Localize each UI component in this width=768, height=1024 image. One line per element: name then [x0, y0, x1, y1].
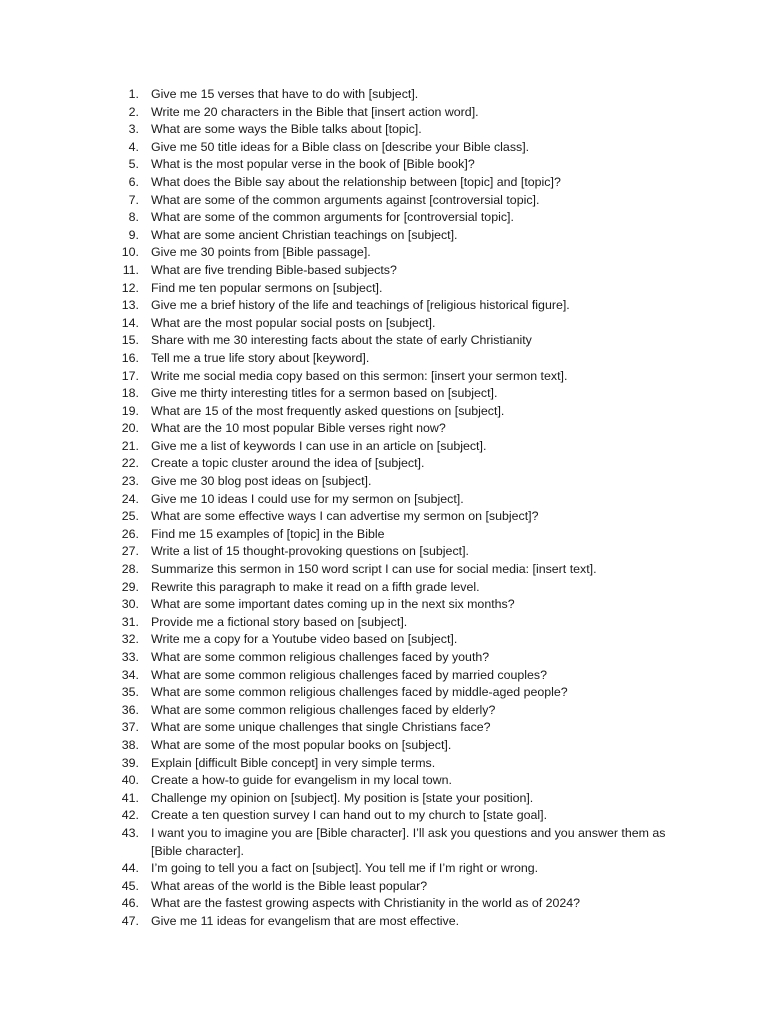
list-item-number: 34. — [121, 667, 139, 682]
list-item-text: What are some ancient Christian teachings on [subject]. — [151, 227, 458, 242]
list-item-number: 16. — [121, 350, 139, 365]
list-item-number: 17. — [121, 368, 139, 383]
list-item-text: Explain [difficult Bible concept] in very simple terms. — [151, 755, 436, 770]
list-item-text: What are 15 of the most frequently asked questions on [subject]. — [151, 403, 505, 418]
list-item-text: What are some of the common arguments against [controversial topic]. — [151, 192, 540, 207]
list-item-text: What are some common religious challenges faced by elderly? — [151, 702, 496, 717]
list-item-text: What are some important dates coming up in the next six months? — [151, 597, 515, 612]
list-item-number: 26. — [121, 526, 139, 541]
list-item-number: 36. — [121, 702, 139, 717]
list-item-number: 4. — [128, 139, 139, 154]
list-item-text: Rewrite this paragraph to make it read on a fifth grade level. — [151, 579, 480, 594]
list-item — [112, 790, 672, 808]
list-item-number: 44. — [121, 861, 139, 876]
list-item-text: What are the 10 most popular Bible verses right now? — [151, 421, 446, 436]
list-item-text: What are the fastest growing aspects with Christianity in the world as of 2024? — [151, 896, 581, 911]
list-item-text: Give me 15 verses that have to do with [subject]. — [151, 87, 419, 101]
list-item — [112, 262, 672, 280]
list-item — [112, 631, 672, 649]
list-item-number: 1. — [128, 87, 139, 101]
list-item-number: 28. — [121, 562, 139, 577]
list-item-text: Create a ten question survey I can hand out to my church to [state goal]. — [151, 808, 548, 823]
list-item-number: 27. — [121, 544, 139, 559]
list-item-text: Give me 10 ideas I could use for my sermon on [subject]. — [151, 491, 464, 506]
list-item-text: What is the most popular verse in the book of [Bible book]? — [151, 157, 475, 172]
list-item-text: I want you to imagine you are [Bible character]. I’ll ask you questions and you answer them as [Bible character]. — [151, 825, 666, 858]
list-item — [112, 667, 672, 685]
list-item — [112, 561, 672, 579]
list-item-number: 5. — [128, 157, 139, 172]
list-item-text: Give me 11 ideas for evangelism that are most effective. — [151, 913, 460, 928]
list-item-text: What does the Bible say about the relationship between [topic] and [topic]? — [151, 174, 561, 189]
list-item-text: Give me a brief history of the life and teachings of [religious historical figure]. — [151, 298, 570, 313]
list-item-number: 14. — [121, 315, 139, 330]
list-item-number: 3. — [128, 122, 139, 137]
list-item-number: 11. — [122, 262, 139, 277]
list-item — [112, 86, 672, 104]
list-item-text: What are some common religious challenges faced by married couples? — [151, 667, 548, 682]
list-item-text: What are some of the most popular books on [subject]. — [151, 737, 452, 752]
list-item — [112, 244, 672, 262]
list-item-text: Write me 20 characters in the Bible that [insert action word]. — [151, 104, 479, 119]
list-item — [112, 209, 672, 227]
list-item-text: What are some effective ways I can advertise my sermon on [subject]? — [151, 509, 539, 524]
list-item-text: Write me a copy for a Youtube video based on [subject]. — [151, 632, 458, 647]
list-item-number: 9. — [128, 227, 139, 242]
list-item — [112, 755, 672, 773]
list-item-text: Give me 30 blog post ideas on [subject]. — [151, 474, 372, 489]
list-item-text: Tell me a true life story about [keyword]. — [151, 350, 370, 365]
list-item — [112, 420, 672, 438]
list-item-number: 40. — [121, 773, 139, 788]
list-item — [112, 139, 672, 157]
list-item-number: 37. — [121, 720, 139, 735]
list-item-number: 38. — [121, 737, 139, 752]
list-item — [112, 491, 672, 509]
list-item — [112, 280, 672, 298]
list-item-text: Share with me 30 interesting facts about the state of early Christianity — [151, 333, 532, 348]
list-item — [112, 614, 672, 632]
list-item — [112, 227, 672, 245]
list-item-number: 23. — [121, 474, 139, 489]
prompt-list — [112, 86, 672, 931]
list-item-text: Write me social media copy based on this sermon: [insert your sermon text]. — [151, 368, 568, 383]
list-item — [112, 596, 672, 614]
list-item-number: 10. — [121, 245, 139, 260]
list-item-number: 6. — [128, 174, 139, 189]
list-item-number: 2. — [128, 104, 139, 119]
list-item-number: 21. — [121, 438, 139, 453]
list-item-number: 46. — [121, 896, 139, 911]
list-item — [112, 315, 672, 333]
list-item-number: 19. — [121, 403, 139, 418]
list-item — [112, 878, 672, 896]
list-item-number: 12. — [121, 280, 139, 295]
list-item-number: 22. — [121, 456, 139, 471]
list-item-number: 39. — [121, 755, 139, 770]
list-item-text: Challenge my opinion on [subject]. My position is [state your position]. — [151, 790, 534, 805]
list-item — [112, 156, 672, 174]
list-item — [112, 526, 672, 544]
list-item — [112, 403, 672, 421]
list-item-text: Create a topic cluster around the idea of [subject]. — [151, 456, 425, 471]
list-item-number: 13. — [121, 298, 139, 313]
list-item-text: What are five trending Bible-based subjects? — [151, 262, 397, 277]
list-item — [112, 772, 672, 790]
list-item-text: Give me 50 title ideas for a Bible class on [describe your Bible class]. — [151, 139, 530, 154]
list-item — [112, 825, 672, 860]
list-item-number: 45. — [121, 878, 139, 893]
list-item-text: What are some ways the Bible talks about [topic]. — [151, 122, 422, 137]
list-item-number: 7. — [128, 192, 139, 207]
list-item — [112, 543, 672, 561]
list-item-number: 25. — [121, 509, 139, 524]
list-item-number: 29. — [121, 579, 139, 594]
list-item-number: 18. — [121, 386, 139, 401]
list-item — [112, 807, 672, 825]
list-item-number: 47. — [121, 913, 139, 928]
list-item-text: What are some common religious challenges faced by middle-aged people? — [151, 685, 568, 700]
list-item-text: Provide me a fictional story based on [subject]. — [151, 614, 408, 629]
list-item — [112, 895, 672, 913]
list-item — [112, 508, 672, 526]
list-item-number: 15. — [121, 333, 139, 348]
list-item — [112, 860, 672, 878]
list-item-number: 33. — [121, 650, 139, 664]
list-item — [112, 174, 672, 192]
list-item — [112, 332, 672, 350]
list-item — [112, 385, 672, 403]
list-item — [112, 579, 672, 597]
list-item — [112, 121, 672, 139]
list-item — [112, 368, 672, 386]
list-item — [112, 350, 672, 368]
list-item-number: 42. — [121, 808, 139, 823]
list-item-text: What are some of the common arguments for [controversial topic]. — [151, 210, 514, 225]
list-item-text: Find me ten popular sermons on [subject]. — [151, 280, 383, 295]
list-item-text: I’m going to tell you a fact on [subject]. You tell me if I’m right or wrong. — [151, 861, 539, 876]
list-item-number: 24. — [121, 491, 139, 506]
list-item-number: 41. — [121, 790, 139, 805]
list-item-number: 20. — [121, 421, 139, 436]
list-item — [112, 192, 672, 210]
list-item-number: 8. — [128, 210, 139, 225]
list-item-text: Summarize this sermon in 150 word script I can use for social media: [insert text]. — [151, 562, 597, 577]
list-item-number: 35. — [121, 685, 139, 700]
list-item — [112, 684, 672, 702]
list-item-number: 30. — [121, 597, 139, 612]
list-item-number: 32. — [121, 632, 139, 647]
list-item-text: What are some unique challenges that single Christians face? — [151, 720, 491, 735]
list-item — [112, 913, 672, 931]
list-item — [112, 104, 672, 122]
list-item-number: 31. — [121, 614, 139, 629]
list-item — [112, 455, 672, 473]
list-item-text: Give me a list of keywords I can use in an article on [subject]. — [151, 438, 487, 453]
list-item-number: 43. — [121, 825, 139, 840]
list-item — [112, 297, 672, 315]
list-item — [112, 737, 672, 755]
list-item — [112, 719, 672, 737]
list-item-text: Create a how-to guide for evangelism in my local town. — [151, 773, 452, 788]
list-item — [112, 649, 672, 667]
list-item-text: What areas of the world is the Bible least popular? — [151, 878, 428, 893]
list-item-text: Find me 15 examples of [topic] in the Bible — [151, 526, 385, 541]
list-item-text: What are some common religious challenges faced by youth? — [151, 650, 490, 664]
list-item-text: Give me thirty interesting titles for a sermon based on [subject]. — [151, 386, 498, 401]
list-item — [112, 702, 672, 720]
list-item-text: What are the most popular social posts on [subject]. — [151, 315, 436, 330]
list-item-text: Write a list of 15 thought-provoking questions on [subject]. — [151, 544, 469, 559]
list-item — [112, 438, 672, 456]
list-item — [112, 473, 672, 491]
list-item-text: Give me 30 points from [Bible passage]. — [151, 245, 371, 260]
